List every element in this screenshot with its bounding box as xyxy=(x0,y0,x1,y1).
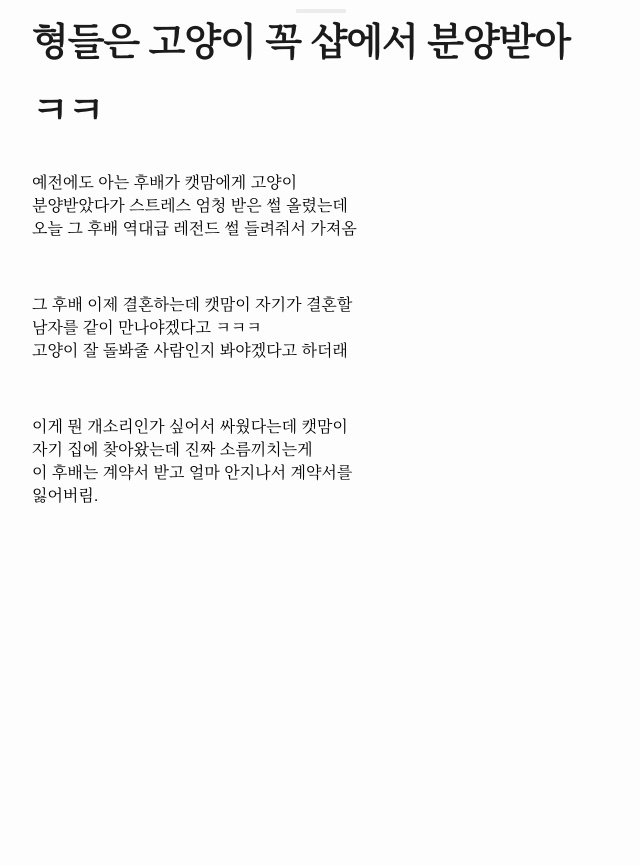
post-title-line: 형들은 고양이 꼭 샵에서 분양받아 xyxy=(32,22,571,64)
text-line: 잃어버림. xyxy=(32,488,99,506)
text-line: 고양이 잘 돌봐줄 사람인지 봐야겠다고 하더래 xyxy=(32,343,348,361)
text-line: 그 후배 이제 결혼하는데 캣맘이 자기가 결혼할 xyxy=(32,297,353,315)
text-line: 예전에도 아는 후배가 캣맘에게 고양이 xyxy=(32,175,298,193)
text-line: 자기 집에 찾아왔는데 진짜 소름끼치는게 xyxy=(32,442,313,460)
post-body xyxy=(32,170,608,506)
post-title xyxy=(32,9,608,145)
text-line: 이 후배는 계약서 받고 얼마 안지나서 계약서를 xyxy=(32,465,353,483)
text-line: 이게 뭔 개소리인가 싶어서 싸웠다는데 캣맘이 xyxy=(32,419,348,437)
text-line: 분양받았다가 스트레스 엄청 받은 썰 올렸는데 xyxy=(32,198,348,216)
text-line: 남자를 같이 만나야겠다고 ㅋㅋㅋ xyxy=(32,320,262,338)
cropped-element-artifact xyxy=(296,9,346,13)
text-line: 오늘 그 후배 역대급 레전드 썰 들려줘서 가져옴 xyxy=(32,221,357,239)
post-container xyxy=(0,9,640,506)
post-title-line: ㅋㅋ xyxy=(32,90,104,132)
